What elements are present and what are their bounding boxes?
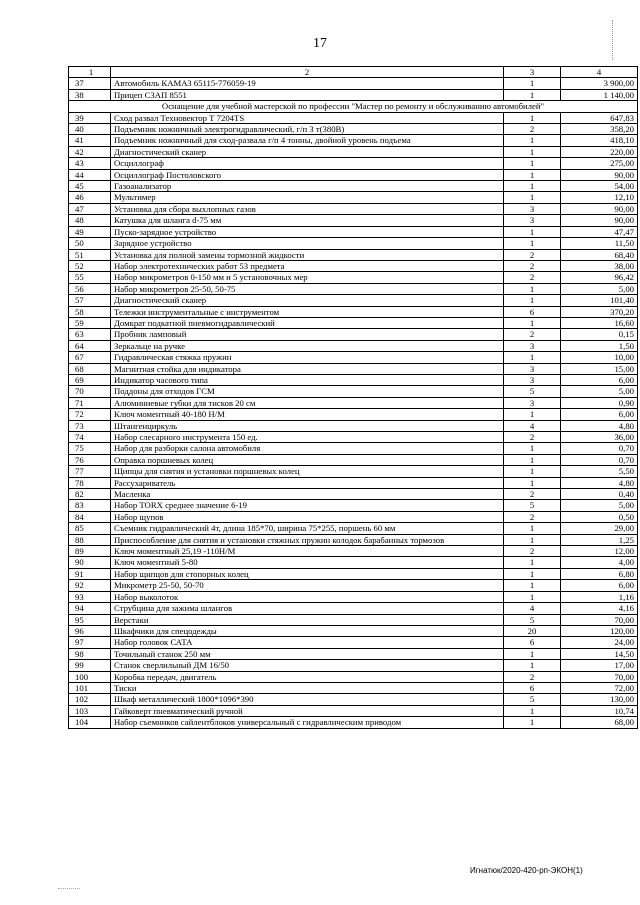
row-name: Индикатор часового типа (111, 374, 504, 385)
section-row (69, 101, 638, 112)
row-sum: 90,00 (561, 215, 638, 226)
row-sum: 17,00 (561, 660, 638, 671)
row-sum: 0,70 (561, 443, 638, 454)
row-sum: 101,40 (561, 295, 638, 306)
row-quantity: 1 (504, 705, 561, 716)
row-sum: 1 140,00 (561, 89, 638, 100)
row-sum: 370,20 (561, 306, 638, 317)
table-row (69, 192, 638, 203)
row-sum: 120,00 (561, 625, 638, 636)
row-name: Набор слесарного инструмента 150 ед. (111, 432, 504, 443)
row-sum: 96,42 (561, 272, 638, 283)
table-row (69, 546, 638, 557)
row-sum: 47,47 (561, 226, 638, 237)
row-quantity: 1 (504, 454, 561, 465)
row-number: 100 (69, 671, 111, 682)
row-number: 84 (69, 511, 111, 522)
row-sum: 418,10 (561, 135, 638, 146)
row-sum: 130,00 (561, 694, 638, 705)
row-quantity: 1 (504, 238, 561, 249)
table-row (69, 637, 638, 648)
row-quantity: 2 (504, 432, 561, 443)
row-name: Приспособление для снятия и установки стяжных пружин колодок барабанных тормозов (111, 534, 504, 545)
table-row (69, 614, 638, 625)
row-name: Набор щипцов для стопорных колец (111, 568, 504, 579)
table-row (69, 249, 638, 260)
row-name: Подъемник ножничный электрогидравлический, г/п 3 т(380В) (111, 124, 504, 135)
table-row (69, 625, 638, 636)
row-number: 55 (69, 272, 111, 283)
row-number: 96 (69, 625, 111, 636)
row-name: Установка для полной замены тормозной жидкости (111, 249, 504, 260)
row-sum: 4,16 (561, 603, 638, 614)
row-sum: 68,40 (561, 249, 638, 260)
inventory-table (68, 66, 638, 729)
row-name: Зеркальце на ручке (111, 340, 504, 351)
row-number: 37 (69, 78, 111, 89)
row-name: Набор микрометров 0-150 мм и 5 установочных мер (111, 272, 504, 283)
row-sum: 12,00 (561, 546, 638, 557)
row-quantity: 5 (504, 614, 561, 625)
row-quantity: 20 (504, 625, 561, 636)
table-row (69, 420, 638, 431)
header-col-4: 4 (561, 67, 638, 78)
row-quantity: 1 (504, 89, 561, 100)
row-number: 44 (69, 169, 111, 180)
row-sum: 5,50 (561, 466, 638, 477)
row-sum: 10,74 (561, 705, 638, 716)
table-row (69, 295, 638, 306)
row-number: 49 (69, 226, 111, 237)
header-col-1: 1 (69, 67, 111, 78)
row-quantity: 2 (504, 249, 561, 260)
row-number: 57 (69, 295, 111, 306)
table-row (69, 591, 638, 602)
row-number: 69 (69, 374, 111, 385)
row-name: Набор съемников сайлентблоков универсальный с гидравлическим приводом (111, 717, 504, 728)
table-row (69, 89, 638, 100)
table-row (69, 694, 638, 705)
row-quantity: 1 (504, 317, 561, 328)
row-sum: 38,00 (561, 260, 638, 271)
table-row (69, 352, 638, 363)
row-sum: 1,16 (561, 591, 638, 602)
row-name: Шкафчики для спецодежды (111, 625, 504, 636)
table-row (69, 489, 638, 500)
row-name: Зарядное устройство (111, 238, 504, 249)
table-row (69, 363, 638, 374)
row-sum: 90,00 (561, 169, 638, 180)
row-name: Автомобиль КАМАЗ 65115-776059-19 (111, 78, 504, 89)
row-quantity: 2 (504, 671, 561, 682)
row-name: Катушка для шланга d-75 мм (111, 215, 504, 226)
row-sum: 70,00 (561, 671, 638, 682)
row-number: 97 (69, 637, 111, 648)
row-sum: 6,00 (561, 409, 638, 420)
row-name: Струбцина для зажима шлангов (111, 603, 504, 614)
row-sum: 0,50 (561, 511, 638, 522)
table-row (69, 215, 638, 226)
row-name: Пробник ламповый (111, 329, 504, 340)
row-number: 58 (69, 306, 111, 317)
row-name: Точильный станок 250 мм (111, 648, 504, 659)
row-quantity: 1 (504, 226, 561, 237)
row-sum: 6,80 (561, 568, 638, 579)
row-name: Пуско-зарядное устройство (111, 226, 504, 237)
row-sum: 4,80 (561, 477, 638, 488)
table-row (69, 135, 638, 146)
table-row (69, 374, 638, 385)
row-number: 39 (69, 112, 111, 123)
row-number: 78 (69, 477, 111, 488)
row-number: 41 (69, 135, 111, 146)
row-number: 88 (69, 534, 111, 545)
row-sum: 0,90 (561, 397, 638, 408)
row-quantity: 3 (504, 374, 561, 385)
row-number: 51 (69, 249, 111, 260)
row-quantity: 4 (504, 420, 561, 431)
row-quantity: 1 (504, 477, 561, 488)
table-row (69, 272, 638, 283)
table-row (69, 181, 638, 192)
row-quantity: 1 (504, 557, 561, 568)
row-number: 98 (69, 648, 111, 659)
table-row (69, 78, 638, 89)
row-name: Набор электротехнических работ 53 предмета (111, 260, 504, 271)
row-number: 52 (69, 260, 111, 271)
row-number: 56 (69, 283, 111, 294)
margin-marks-bottom (58, 874, 80, 889)
row-name: Станок сверлильный ДМ 16/50 (111, 660, 504, 671)
table-row (69, 660, 638, 671)
row-name: Верстаки (111, 614, 504, 625)
row-quantity: 1 (504, 169, 561, 180)
row-sum: 90,00 (561, 203, 638, 214)
row-sum: 36,00 (561, 432, 638, 443)
row-sum: 5,00 (561, 283, 638, 294)
row-name: Домкрат подкатной пневмогидравлический (111, 317, 504, 328)
row-name: Поддоны для отходов ГСМ (111, 386, 504, 397)
row-number: 46 (69, 192, 111, 203)
row-quantity: 1 (504, 146, 561, 157)
row-number: 40 (69, 124, 111, 135)
row-name: Набор выколоток (111, 591, 504, 602)
row-name: Осциллограф Постоловского (111, 169, 504, 180)
row-name: Алюминиевые губки для тисков 20 см (111, 397, 504, 408)
row-name: Диагностический сканер (111, 146, 504, 157)
row-sum: 5,00 (561, 386, 638, 397)
table-row (69, 648, 638, 659)
row-quantity: 2 (504, 489, 561, 500)
table-row (69, 238, 638, 249)
row-quantity: 5 (504, 500, 561, 511)
row-name: Осциллограф (111, 158, 504, 169)
row-sum: 0,40 (561, 489, 638, 500)
row-name: Установка для сбора выхлопных газов (111, 203, 504, 214)
row-number: 70 (69, 386, 111, 397)
row-name: Сход развал Техновектор Т 7204TS (111, 112, 504, 123)
row-sum: 14,50 (561, 648, 638, 659)
section-title: Оснащение для учебной мастерской по профессии "Мастер по ремонту и обслуживанию автомобилей" (69, 101, 638, 112)
row-number: 48 (69, 215, 111, 226)
row-sum: 24,00 (561, 637, 638, 648)
row-quantity: 1 (504, 648, 561, 659)
row-quantity: 1 (504, 466, 561, 477)
table-row (69, 523, 638, 534)
table-row (69, 169, 638, 180)
row-name: Ключ моментный 40-180 Н/М (111, 409, 504, 420)
table-row (69, 500, 638, 511)
row-name: Газоанализатор (111, 181, 504, 192)
row-sum: 5,00 (561, 500, 638, 511)
row-sum: 275,00 (561, 158, 638, 169)
row-name: Набор головок САТА (111, 637, 504, 648)
row-name: Щипцы для снятия и установки поршневых колец (111, 466, 504, 477)
table-row (69, 283, 638, 294)
row-quantity: 1 (504, 181, 561, 192)
row-sum: 11,50 (561, 238, 638, 249)
row-number: 74 (69, 432, 111, 443)
table-row (69, 682, 638, 693)
table-row (69, 534, 638, 545)
row-sum: 10,00 (561, 352, 638, 363)
row-name: Тележки инструментальные с инструментом (111, 306, 504, 317)
row-number: 67 (69, 352, 111, 363)
row-sum: 0,15 (561, 329, 638, 340)
table-row (69, 443, 638, 454)
row-name: Набор щупов (111, 511, 504, 522)
table-row (69, 717, 638, 728)
row-quantity: 2 (504, 272, 561, 283)
row-number: 75 (69, 443, 111, 454)
table-row (69, 340, 638, 351)
row-sum: 16,60 (561, 317, 638, 328)
table-row (69, 603, 638, 614)
row-sum: 29,00 (561, 523, 638, 534)
row-name: Гайковерт пневматический ручной (111, 705, 504, 716)
row-number: 63 (69, 329, 111, 340)
row-quantity: 3 (504, 340, 561, 351)
row-sum: 647,83 (561, 112, 638, 123)
row-name: Гидравлическая стяжка пружин (111, 352, 504, 363)
row-number: 45 (69, 181, 111, 192)
table-row (69, 466, 638, 477)
document-code: Игнатюк/2020-420-рп-ЭКОН(1) (470, 866, 583, 875)
row-quantity: 1 (504, 135, 561, 146)
row-name: Коробка передач, двигатель (111, 671, 504, 682)
row-name: Мультимер (111, 192, 504, 203)
row-name: Ключ моментный 25,19 -110Н/М (111, 546, 504, 557)
row-quantity: 3 (504, 203, 561, 214)
row-sum: 358,20 (561, 124, 638, 135)
row-quantity: 1 (504, 534, 561, 545)
table-row (69, 329, 638, 340)
row-quantity: 2 (504, 124, 561, 135)
table-row (69, 124, 638, 135)
row-number: 101 (69, 682, 111, 693)
row-quantity: 1 (504, 192, 561, 203)
table-row (69, 397, 638, 408)
row-name: Набор микрометров 25-50, 50-75 (111, 283, 504, 294)
row-number: 77 (69, 466, 111, 477)
table-row (69, 409, 638, 420)
row-number: 85 (69, 523, 111, 534)
row-number: 72 (69, 409, 111, 420)
row-name: Рассухариватель (111, 477, 504, 488)
row-name: Ключ моментный 5-80 (111, 557, 504, 568)
row-quantity: 2 (504, 260, 561, 271)
row-quantity: 1 (504, 112, 561, 123)
row-quantity: 1 (504, 78, 561, 89)
row-quantity: 2 (504, 329, 561, 340)
row-name: Диагностический сканер (111, 295, 504, 306)
row-number: 82 (69, 489, 111, 500)
row-sum: 70,00 (561, 614, 638, 625)
header-col-3: 3 (504, 67, 561, 78)
table-row (69, 112, 638, 123)
row-quantity: 2 (504, 511, 561, 522)
table-row (69, 557, 638, 568)
row-sum: 12,10 (561, 192, 638, 203)
row-name: Набор для разборки салона автомобиля (111, 443, 504, 454)
row-sum: 4,80 (561, 420, 638, 431)
row-sum: 68,00 (561, 717, 638, 728)
row-quantity: 6 (504, 682, 561, 693)
table-row (69, 477, 638, 488)
row-quantity: 6 (504, 637, 561, 648)
row-sum: 54,00 (561, 181, 638, 192)
row-number: 73 (69, 420, 111, 431)
table-row (69, 226, 638, 237)
row-number: 89 (69, 546, 111, 557)
row-quantity: 3 (504, 215, 561, 226)
page-number: 17 (313, 36, 327, 51)
row-quantity: 5 (504, 386, 561, 397)
row-name: Микрометр 25-50, 50-70 (111, 580, 504, 591)
row-sum: 220,00 (561, 146, 638, 157)
row-sum: 4,00 (561, 557, 638, 568)
table-row (69, 705, 638, 716)
row-number: 99 (69, 660, 111, 671)
row-number: 91 (69, 568, 111, 579)
row-quantity: 1 (504, 158, 561, 169)
row-number: 42 (69, 146, 111, 157)
row-name: Съемник гидравлический 4т, длина 185*70, ширина 75*255, поршень 60 мм (111, 523, 504, 534)
row-name: Прицеп СЗАП 8551 (111, 89, 504, 100)
row-number: 83 (69, 500, 111, 511)
row-quantity: 3 (504, 397, 561, 408)
row-number: 47 (69, 203, 111, 214)
row-quantity: 3 (504, 363, 561, 374)
row-number: 64 (69, 340, 111, 351)
row-name: Оправка поршневых колец (111, 454, 504, 465)
table-row (69, 671, 638, 682)
table-header-row (69, 67, 638, 78)
table-row (69, 386, 638, 397)
row-quantity: 2 (504, 546, 561, 557)
row-quantity: 5 (504, 694, 561, 705)
row-sum: 3 900,00 (561, 78, 638, 89)
row-sum: 15,00 (561, 363, 638, 374)
row-number: 59 (69, 317, 111, 328)
row-name: Магнитная стойка для индикатора (111, 363, 504, 374)
row-number: 95 (69, 614, 111, 625)
row-number: 68 (69, 363, 111, 374)
row-quantity: 1 (504, 660, 561, 671)
row-quantity: 1 (504, 352, 561, 363)
row-sum: 0,70 (561, 454, 638, 465)
row-quantity: 1 (504, 523, 561, 534)
row-number: 90 (69, 557, 111, 568)
row-quantity: 6 (504, 306, 561, 317)
table-row (69, 146, 638, 157)
row-number: 102 (69, 694, 111, 705)
row-sum: 72,00 (561, 682, 638, 693)
table-row (69, 568, 638, 579)
row-quantity: 1 (504, 717, 561, 728)
table-row (69, 306, 638, 317)
row-quantity: 1 (504, 591, 561, 602)
row-name: Шкаф металлический 1800*1096*390 (111, 694, 504, 705)
row-name: Масленка (111, 489, 504, 500)
table-row (69, 317, 638, 328)
row-number: 38 (69, 89, 111, 100)
table-row (69, 432, 638, 443)
row-sum: 1,50 (561, 340, 638, 351)
row-quantity: 1 (504, 443, 561, 454)
row-number: 92 (69, 580, 111, 591)
row-quantity: 1 (504, 409, 561, 420)
row-number: 43 (69, 158, 111, 169)
row-quantity: 1 (504, 580, 561, 591)
table-row (69, 203, 638, 214)
table-row (69, 454, 638, 465)
row-number: 93 (69, 591, 111, 602)
row-number: 104 (69, 717, 111, 728)
row-number: 94 (69, 603, 111, 614)
table-row (69, 511, 638, 522)
row-sum: 6,00 (561, 374, 638, 385)
row-quantity: 1 (504, 568, 561, 579)
row-quantity: 1 (504, 283, 561, 294)
row-name: Штангенциркуль (111, 420, 504, 431)
row-name: Тиски (111, 682, 504, 693)
table-row (69, 260, 638, 271)
row-quantity: 1 (504, 295, 561, 306)
header-col-2: 2 (111, 67, 504, 78)
row-number: 103 (69, 705, 111, 716)
table-row (69, 158, 638, 169)
row-quantity: 4 (504, 603, 561, 614)
row-number: 71 (69, 397, 111, 408)
row-number: 50 (69, 238, 111, 249)
row-name: Набор TORX среднее значение 6-19 (111, 500, 504, 511)
table-row (69, 580, 638, 591)
row-number: 76 (69, 454, 111, 465)
row-name: Подъемник ножничный для сход-развала г/п 4 тонны, двойной уровень подъема (111, 135, 504, 146)
row-sum: 6,00 (561, 580, 638, 591)
row-sum: 1,25 (561, 534, 638, 545)
